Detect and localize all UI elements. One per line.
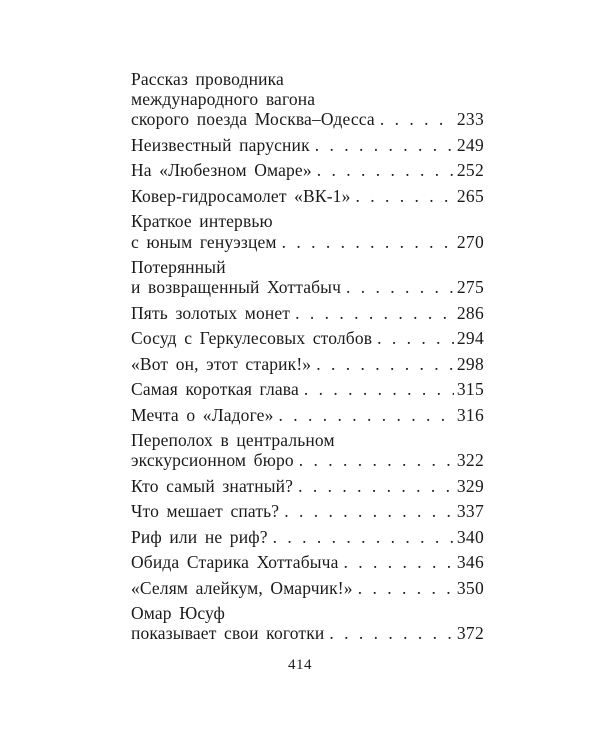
toc-entry-title-line: международного вагона [131,89,316,110]
toc-entry-page: 337 [456,501,484,522]
dot-leader [358,578,454,598]
toc-entry [131,135,484,155]
dot-leader [329,623,453,643]
toc-entry [131,379,484,399]
toc-entry [131,69,484,130]
toc-entry-page: 249 [456,134,484,155]
toc-entry-page: 322 [456,450,484,471]
toc-entry-last-line [131,476,484,496]
toc-entry-last-line [131,328,484,348]
toc-entry [131,603,484,643]
toc-entry [131,405,484,425]
toc-entry-last-line [131,109,484,129]
toc-entry-last-line [131,501,484,521]
toc-entry-page: 294 [456,328,484,349]
toc-entry [131,430,484,470]
toc-entry-page: 298 [456,353,484,374]
toc-entry-last-line [131,186,484,206]
dot-leader [344,552,454,572]
toc-entry-title: показывает свои коготки [131,623,325,644]
toc-entry-last-line [131,552,484,572]
toc-entry-last-line [131,277,484,297]
toc-entry [131,354,484,374]
dot-leader [279,405,454,425]
toc-entry-title: Сосуд с Геркулесовых столбов [131,328,373,349]
toc-entry-page: 346 [456,552,484,573]
toc-entry-title: Ковер-гидросамолет «ВК-1» [131,185,351,206]
toc-entry-page: 340 [456,526,484,547]
dot-leader [273,527,454,547]
toc-entry [131,328,484,348]
toc-entry-page: 329 [456,475,484,496]
dot-leader [317,160,454,180]
toc-entry-last-line [131,450,484,470]
toc-entry-last-line [131,405,484,425]
page-number: 414 [288,657,312,673]
toc-entry-title: Что мешает спать? [131,501,280,522]
toc-entry-title: Неизвестный парусник [131,134,310,155]
toc-entry-page: 252 [456,160,484,181]
dot-leader [304,379,454,399]
toc-entry [131,552,484,572]
dot-leader [282,232,454,252]
toc-entry [131,186,484,206]
toc-entry-page: 350 [456,577,484,598]
toc-entry [131,476,484,496]
toc-entry [131,578,484,598]
toc-entry-title-line: Потерянный [131,256,226,277]
toc-entry-last-line [131,379,484,399]
toc-entry-title: Кто самый знатный? [131,475,294,496]
toc-entry-title: экскурсионном бюро [131,450,294,471]
toc-entry-last-line [131,527,484,547]
toc-entry-last-line [131,135,484,155]
toc-entry-title: «Селям алейкум, Омарчик!» [131,577,353,598]
dot-leader [298,476,454,496]
toc-entry-page: 233 [456,109,484,130]
table-of-contents [131,69,484,649]
toc-entry-title: Риф или не риф? [131,526,268,547]
toc-entry-last-line [131,578,484,598]
toc-entry-last-line [131,160,484,180]
dot-leader [315,135,454,155]
dot-leader [299,450,454,470]
toc-entry-last-line [131,303,484,323]
dot-leader [377,328,454,348]
dot-leader [355,186,453,206]
toc-entry [131,257,484,297]
toc-entry-page: 372 [456,623,484,644]
toc-entry-page: 286 [456,302,484,323]
toc-entry-last-line [131,623,484,643]
toc-entry [131,527,484,547]
toc-entry-page: 316 [456,404,484,425]
toc-entry-title-line: Переполох в центральном [131,430,335,451]
toc-entry-title: с юным генуэзцем [131,231,277,252]
toc-entry-title: Обида Старика Хоттабыча [131,552,339,573]
toc-entry-title-line: Омар Юсуф [131,603,226,624]
toc-entry [131,501,484,521]
toc-entry-title: Пять золотых монет [131,302,291,323]
dot-leader [284,501,454,521]
toc-entry-title: На «Любезном Омаре» [131,160,312,181]
toc-entry-last-line [131,232,484,252]
toc-entry-title-line: Рассказ проводника [131,69,284,89]
toc-entry-title-line: Краткое интервью [131,211,273,232]
toc-entry-page: 315 [456,379,484,400]
toc-entry-title: скорого поезда Москва–Одесса [131,109,375,130]
toc-entry-title: и возвращенный Хоттабыч [131,277,342,298]
toc-entry-title: Самая короткая глава [131,379,299,400]
toc-entry-page: 265 [456,185,484,206]
toc-entry [131,303,484,323]
dot-leader [295,303,454,323]
dot-leader [346,277,454,297]
dot-leader [380,109,454,129]
toc-entry-page: 275 [456,277,484,298]
toc-entry-page: 270 [456,231,484,252]
toc-entry-title: «Вот он, этот старик!» [131,353,312,374]
dot-leader [316,354,454,374]
toc-entry-last-line [131,354,484,374]
toc-entry-title: Мечта о «Ладоге» [131,404,274,425]
toc-entry [131,211,484,251]
toc-entry [131,160,484,180]
